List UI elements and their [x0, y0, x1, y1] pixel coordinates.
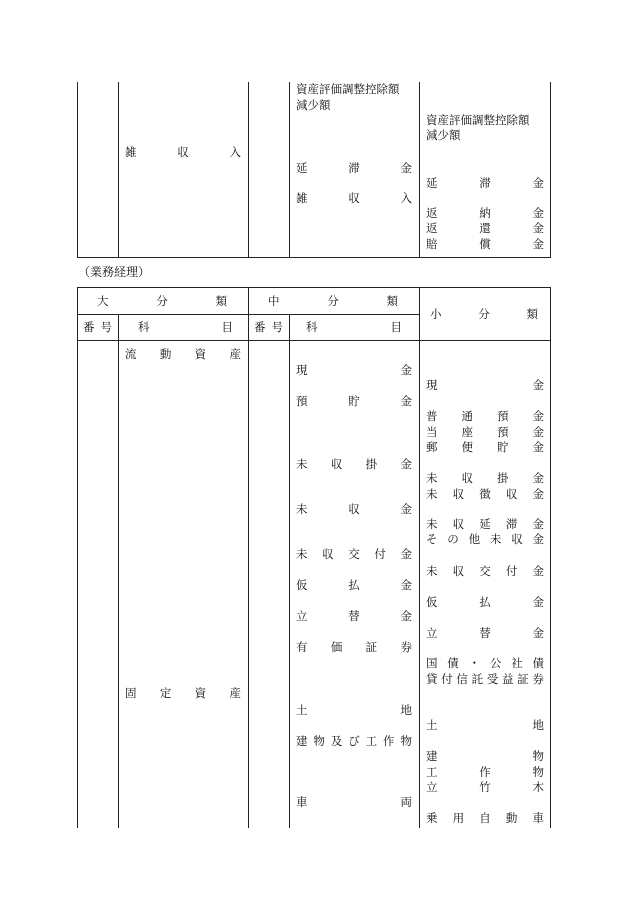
small-item: 返 還 金: [426, 221, 544, 235]
small-category-item: 未 収 徴 収 金: [426, 487, 544, 501]
small-category-item: 未 収 交 付 金: [426, 564, 544, 578]
small-category-item: 現 金: [426, 378, 544, 392]
large-category-item: 流 動 資 産: [125, 347, 241, 361]
small-category-item: そ の 他 未 収 金: [426, 532, 544, 546]
small-category-item: 立 替 金: [426, 626, 544, 640]
small-category-item: 未 収 掛 金: [426, 471, 544, 485]
middle-category-item: 未 収 交 付 金: [296, 547, 412, 561]
small-category-item: 普 通 預 金: [426, 409, 544, 423]
header-subject: 科 目: [306, 320, 402, 334]
mid-item: 雑 収 入: [296, 191, 412, 205]
rule: [248, 287, 249, 828]
middle-category-item: 未 収 金: [296, 502, 412, 516]
middle-category-item: 仮 払 金: [296, 578, 412, 592]
middle-category-item: 預 貯 金: [296, 394, 412, 408]
rule: [419, 82, 420, 258]
rule: [77, 257, 551, 258]
header-number: 番 号: [83, 320, 112, 334]
small-category-item: 立 竹 木: [426, 780, 544, 794]
rule: [118, 82, 119, 258]
small-category-item: 仮 払 金: [426, 595, 544, 609]
middle-category-item: 未 収 掛 金: [296, 457, 412, 471]
small-item: 返 納 金: [426, 206, 544, 220]
header-middle-category: 中 分 類: [268, 294, 398, 308]
small-category-item: 未 収 延 滞 金: [426, 517, 544, 531]
middle-category-item: 有 価 証 券: [296, 640, 412, 654]
small-item-line: 資産評価調整控除額: [426, 113, 530, 127]
large-category-item: 固 定 資 産: [125, 686, 241, 700]
middle-category-item: 車 両: [296, 795, 412, 809]
header-small-category: 小 分 類: [430, 307, 538, 321]
rule: [248, 82, 249, 258]
small-category-item: 当 座 預 金: [426, 425, 544, 439]
middle-category-item: 建 物 及 び 工 作 物: [296, 734, 412, 748]
small-category-item: 工 作 物: [426, 765, 544, 779]
middle-category-item: 土 地: [296, 703, 412, 717]
rule: [118, 314, 119, 828]
small-item: 延 滞 金: [426, 176, 544, 190]
small-category-item: 郵 便 貯 金: [426, 440, 544, 454]
rule: [77, 82, 78, 258]
rule: [289, 82, 290, 258]
small-category-item: 貸 付 信 託 受 益 証 券: [426, 672, 544, 686]
rule: [77, 287, 551, 288]
rule: [77, 287, 78, 828]
mid-item: 延 滞 金: [296, 161, 412, 175]
rule: [77, 340, 551, 341]
small-item-line: 減少額: [426, 128, 461, 142]
small-item: 賠 償 金: [426, 237, 544, 251]
section-title: （業務経理）: [78, 265, 151, 279]
header-subject: 科 目: [138, 320, 233, 334]
header-large-category: 大 分 類: [97, 294, 227, 308]
rule: [419, 287, 420, 828]
rule: [550, 287, 551, 828]
small-category-item: 国 債 ・ 公 社 債: [426, 656, 544, 670]
middle-category-item: 現 金: [296, 363, 412, 377]
mid-item-line: 資産評価調整控除額: [296, 82, 400, 96]
rule: [550, 82, 551, 258]
small-category-item: 乗 用 自 動 車: [426, 811, 544, 825]
large-item-text: 雑 収 入: [125, 145, 241, 159]
small-category-item: 建 物: [426, 749, 544, 763]
rule: [289, 314, 290, 828]
small-category-item: 土 地: [426, 718, 544, 732]
header-number: 番 号: [254, 320, 283, 334]
middle-category-item: 立 替 金: [296, 609, 412, 623]
mid-item-line: 減少額: [296, 98, 331, 112]
